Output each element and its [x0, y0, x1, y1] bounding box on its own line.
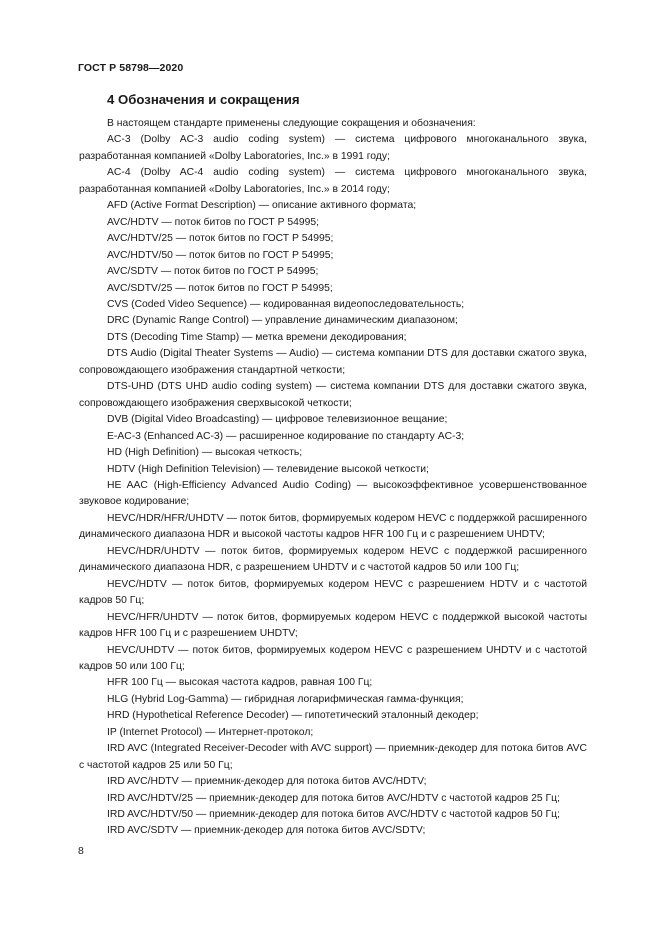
- paragraph: DRC (Dynamic Range Control) — управление динамическим диапазоном;: [107, 315, 458, 327]
- paragraph: AC-4 (Dolby AC-4 audio coding system) — система цифрового многоканального звука, разработанная компанией «Dolby Laboratories, Inc.» в 2014 году;: [79, 167, 587, 195]
- paragraph: AVC/HDTV/50 — поток битов по ГОСТ Р 54995;: [107, 249, 334, 261]
- paragraph: AVC/HDTV/25 — поток битов по ГОСТ Р 54995;: [107, 233, 334, 245]
- paragraph: HEVC/HDTV — поток битов, формируемых кодером HEVC с разрешением HDTV и с частотой кадров 50 Гц;: [79, 578, 587, 607]
- paragraph: DVB (Digital Video Broadcasting) — цифровое телевизионное вещание;: [107, 414, 448, 426]
- paragraph: HDTV (High Definition Television) — телевидение высокой четкости;: [107, 463, 429, 475]
- paragraph: HFR 100 Гц — высокая частота кадров, равная 100 Гц;: [107, 677, 373, 689]
- paragraph: AVC/SDTV/25 — поток битов по ГОСТ Р 54995;: [107, 282, 333, 294]
- page-number: 8: [78, 845, 84, 857]
- paragraph: DTS (Decoding Time Stamp) — метка времени декодирования;: [107, 331, 407, 343]
- paragraph: IRD AVC/HDTV — приемник-декодер для потока битов AVC/HDTV;: [107, 776, 427, 788]
- paragraph: HD (High Definition) — высокая четкость;: [107, 447, 303, 459]
- paragraph: CVS (Coded Video Sequence) — кодированная видеопоследовательность;: [107, 298, 465, 310]
- paragraph: IRD AVC/SDTV — приемник-декодер для потока битов AVC/SDTV;: [107, 825, 426, 837]
- paragraph: HEVC/HFR/UHDTV — поток битов, формируемых кодером HEVC с поддержкой высокой частоты кадров HFR 100 Гц и с разрешением UHDTV;: [79, 611, 587, 640]
- paragraph: DTS-UHD (DTS UHD audio coding system) — система компании DTS для доставки сжатого звука, сопровождающего изображения сверхвысокой четкости;: [79, 381, 587, 409]
- paragraph: AFD (Active Format Description) — описание активного формата;: [107, 200, 417, 212]
- paragraph: HE AAC (High-Efficiency Advanced Audio Coding) — высокоэффективное усовершенствованное звуковое кодирование;: [79, 479, 587, 508]
- paragraph: В настоящем стандарте применены следующие сокращения и обозначения:: [107, 118, 476, 129]
- paragraph: E-AC-3 (Enhanced AC-3) — расширенное кодирование по стандарту AC-3;: [107, 430, 465, 442]
- paragraph: IRD AVC/HDTV/25 — приемник-декодер для потока битов AVC/HDTV с частотой кадров 25 Гц;: [107, 792, 560, 804]
- paragraph: IRD AVC/HDTV/50 — приемник-декодер для потока битов AVC/HDTV с частотой кадров 50 Гц;: [107, 809, 560, 821]
- paragraph: HEVC/UHDTV — поток битов, формируемых кодером HEVC с разрешением UHDTV и с частотой кадров 50 или 100 Гц;: [79, 644, 587, 672]
- paragraph: IRD AVC (Integrated Receiver-Decoder with AVC support) — приемник-декодер для потока битов AVC с частотой кадров 25 или 50 Гц;: [79, 743, 587, 771]
- document-id-header: ГОСТ Р 58798—2020: [78, 62, 184, 74]
- paragraph: DTS Audio (Digital Theater Systems — Audio) — система компании DTS для доставки сжатого звука, сопровождающего изображения стандартной четкости;: [79, 348, 587, 376]
- paragraph: IP (Internet Protocol) — Интернет-протокол;: [107, 726, 314, 738]
- paragraph: HRD (Hypothetical Reference Decoder) — гипотетический эталонный декодер;: [107, 710, 479, 722]
- abbreviations-list: [79, 116, 587, 840]
- section-heading: 4 Обозначения и сокращения: [107, 92, 300, 107]
- paragraph: AVC/HDTV — поток битов по ГОСТ Р 54995;: [107, 216, 319, 228]
- paragraph: HLG (Hybrid Log-Gamma) — гибридная логарифмическая гамма-функция;: [107, 693, 464, 705]
- paragraph: HEVC/HDR/UHDTV — поток битов, формируемых кодером HEVC с поддержкой расширенного динамического диапазона HDR, с разрешением UHDTV и с частотой кадров 50 или 100 Гц;: [79, 545, 587, 574]
- paragraph: AC-3 (Dolby AC-3 audio coding system) — система цифрового многоканального звука, разработанная компанией «Dolby Laboratories, Inc.» в 1991 году;: [79, 134, 587, 162]
- paragraph: AVC/SDTV — поток битов по ГОСТ Р 54995;: [107, 266, 319, 278]
- paragraph: HEVC/HDR/HFR/UHDTV — поток битов, формируемых кодером HEVC с поддержкой расширенного динамического диапазона HDR и высокой частоты кадров HFR 100 Гц и с разрешением UHDTV;: [79, 512, 587, 541]
